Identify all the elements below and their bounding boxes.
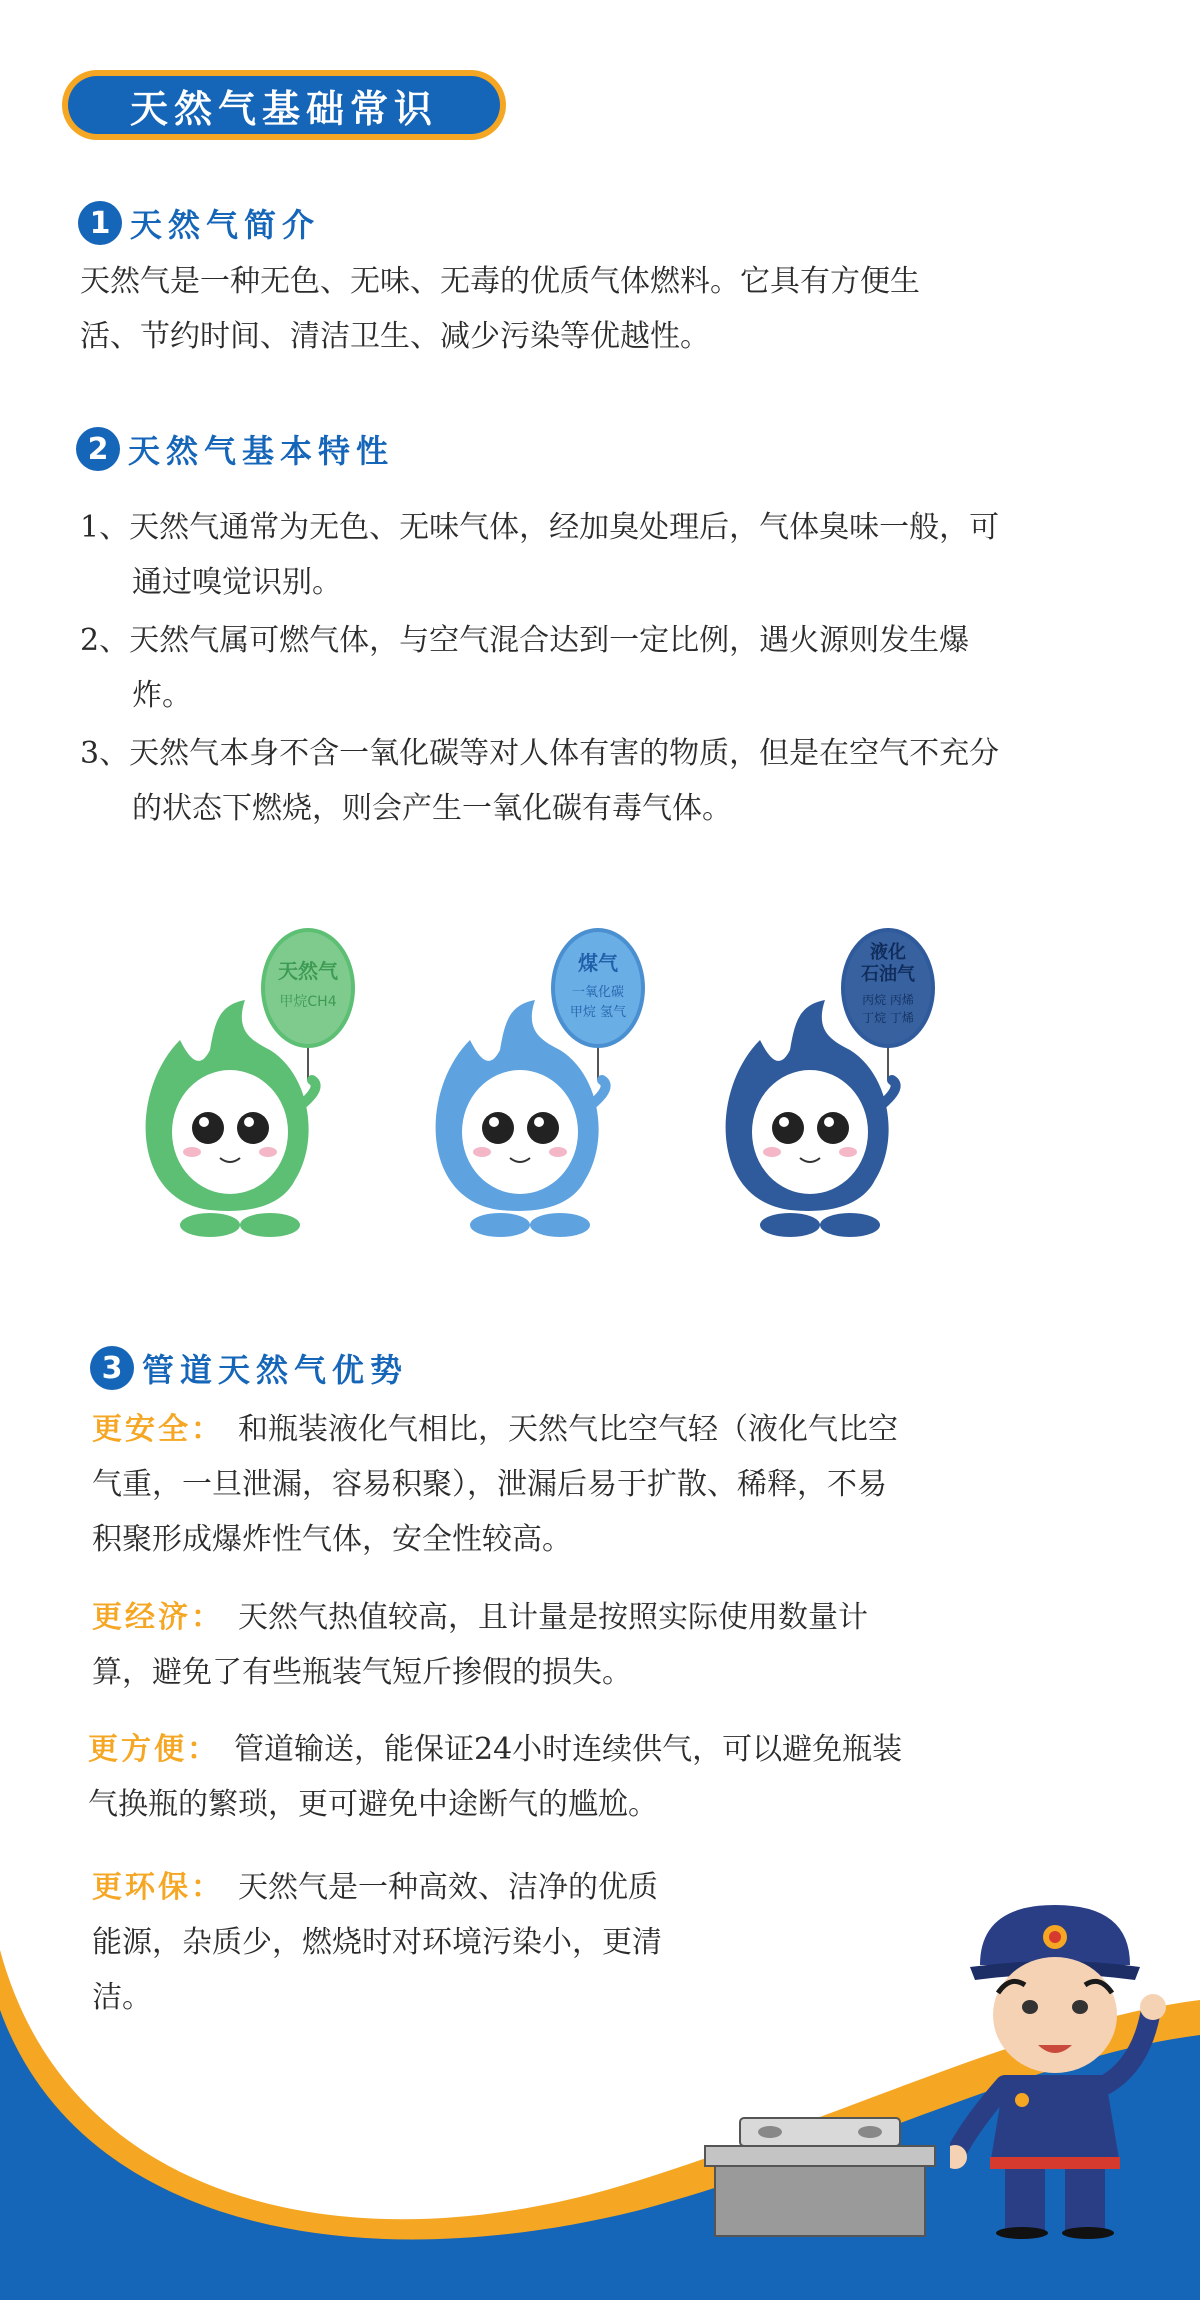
balloon-text: 石油气 — [861, 964, 915, 985]
advantage-line: 气重，一旦泄漏，容易积聚），泄漏后易于扩散、稀释，不易 — [92, 1467, 887, 1502]
section-intro-heading — [78, 200, 320, 246]
advantage-line: 和瓶装液化气相比，天然气比空气轻（液化气比空 — [238, 1412, 898, 1447]
properties-list — [80, 500, 1020, 839]
advantage-convenient — [88, 1722, 1028, 1832]
advantage-label: 更环保： — [92, 1870, 224, 1905]
section-properties-heading — [76, 426, 394, 472]
gas-worker-illustration — [950, 1895, 1170, 2240]
section-title: 天然气简介 — [130, 206, 321, 244]
coal-gas-mascot — [436, 930, 643, 1237]
lpg-mascot — [726, 930, 933, 1237]
section-number-badge: 2 — [76, 427, 120, 471]
intro-paragraph — [80, 254, 1080, 364]
gas-mascots-illustration — [120, 900, 960, 1240]
intro-line: 活、节约时间、清洁卫生、减少污染等优越性。 — [80, 319, 710, 354]
advantage-safe — [92, 1402, 1032, 1567]
advantage-eco — [92, 1860, 772, 2025]
gas-stove-illustration — [700, 2110, 940, 2240]
balloon-text: 一氧化碳 — [571, 985, 625, 1000]
advantage-economical — [92, 1590, 1032, 1700]
list-item: 1、天然气通常为无色、无味气体，经加臭处理后，气体臭味一般，可通过嗅觉识别。 — [80, 510, 1000, 600]
balloon-text: 煤气 — [578, 951, 618, 975]
natural-gas-mascot — [146, 930, 353, 1237]
intro-line: 天然气是一种无色、无味、无毒的优质气体燃料。它具有方便生 — [80, 264, 920, 299]
balloon-text: 甲烷 氢气 — [569, 1005, 627, 1020]
section-advantages-heading — [90, 1345, 408, 1391]
balloon-text: 丁烷 丁烯 — [862, 1011, 914, 1025]
advantage-label: 更安全： — [92, 1412, 224, 1447]
header-banner — [62, 70, 506, 140]
advantage-line: 积聚形成爆炸性气体，安全性较高。 — [92, 1522, 572, 1557]
advantage-line: 天然气是一种高效、洁净的优质 — [238, 1870, 658, 1905]
section-title: 管道天然气优势 — [142, 1351, 409, 1389]
list-item: 3、天然气本身不含一氧化碳等对人体有害的物质，但是在空气不充分的状态下燃烧，则会产生一氧化碳有毒气体。 — [80, 736, 1000, 826]
balloon-text: 丙烷 丙烯 — [862, 993, 914, 1007]
section-number-badge: 1 — [78, 201, 122, 245]
advantage-line: 算，避免了有些瓶装气短斤掺假的损失。 — [92, 1655, 632, 1690]
mascot-balloon — [263, 930, 353, 1046]
advantage-line: 洁。 — [92, 1980, 152, 2015]
balloon-text: 液化 — [870, 942, 906, 963]
list-item: 2、天然气属可燃气体，与空气混合达到一定比例，遇火源则发生爆炸。 — [80, 623, 970, 713]
advantage-line: 管道输送，能保证24小时连续供气，可以避免瓶装 — [234, 1732, 903, 1767]
page-title: 天然气基础常识 — [68, 76, 500, 134]
advantage-label: 更方便： — [88, 1732, 220, 1767]
balloon-text: 甲烷CH4 — [279, 994, 337, 1010]
advantage-line: 气换瓶的繁琐，更可避免中途断气的尴尬。 — [88, 1787, 658, 1822]
advantage-label: 更经济： — [92, 1600, 224, 1635]
advantage-line: 能源，杂质少，燃烧时对环境污染小，更清 — [92, 1925, 662, 1960]
section-number-badge: 3 — [90, 1346, 134, 1390]
section-title: 天然气基本特性 — [128, 432, 395, 470]
balloon-text: 天然气 — [278, 959, 338, 983]
advantage-line: 天然气热值较高，且计量是按照实际使用数量计 — [238, 1600, 868, 1635]
